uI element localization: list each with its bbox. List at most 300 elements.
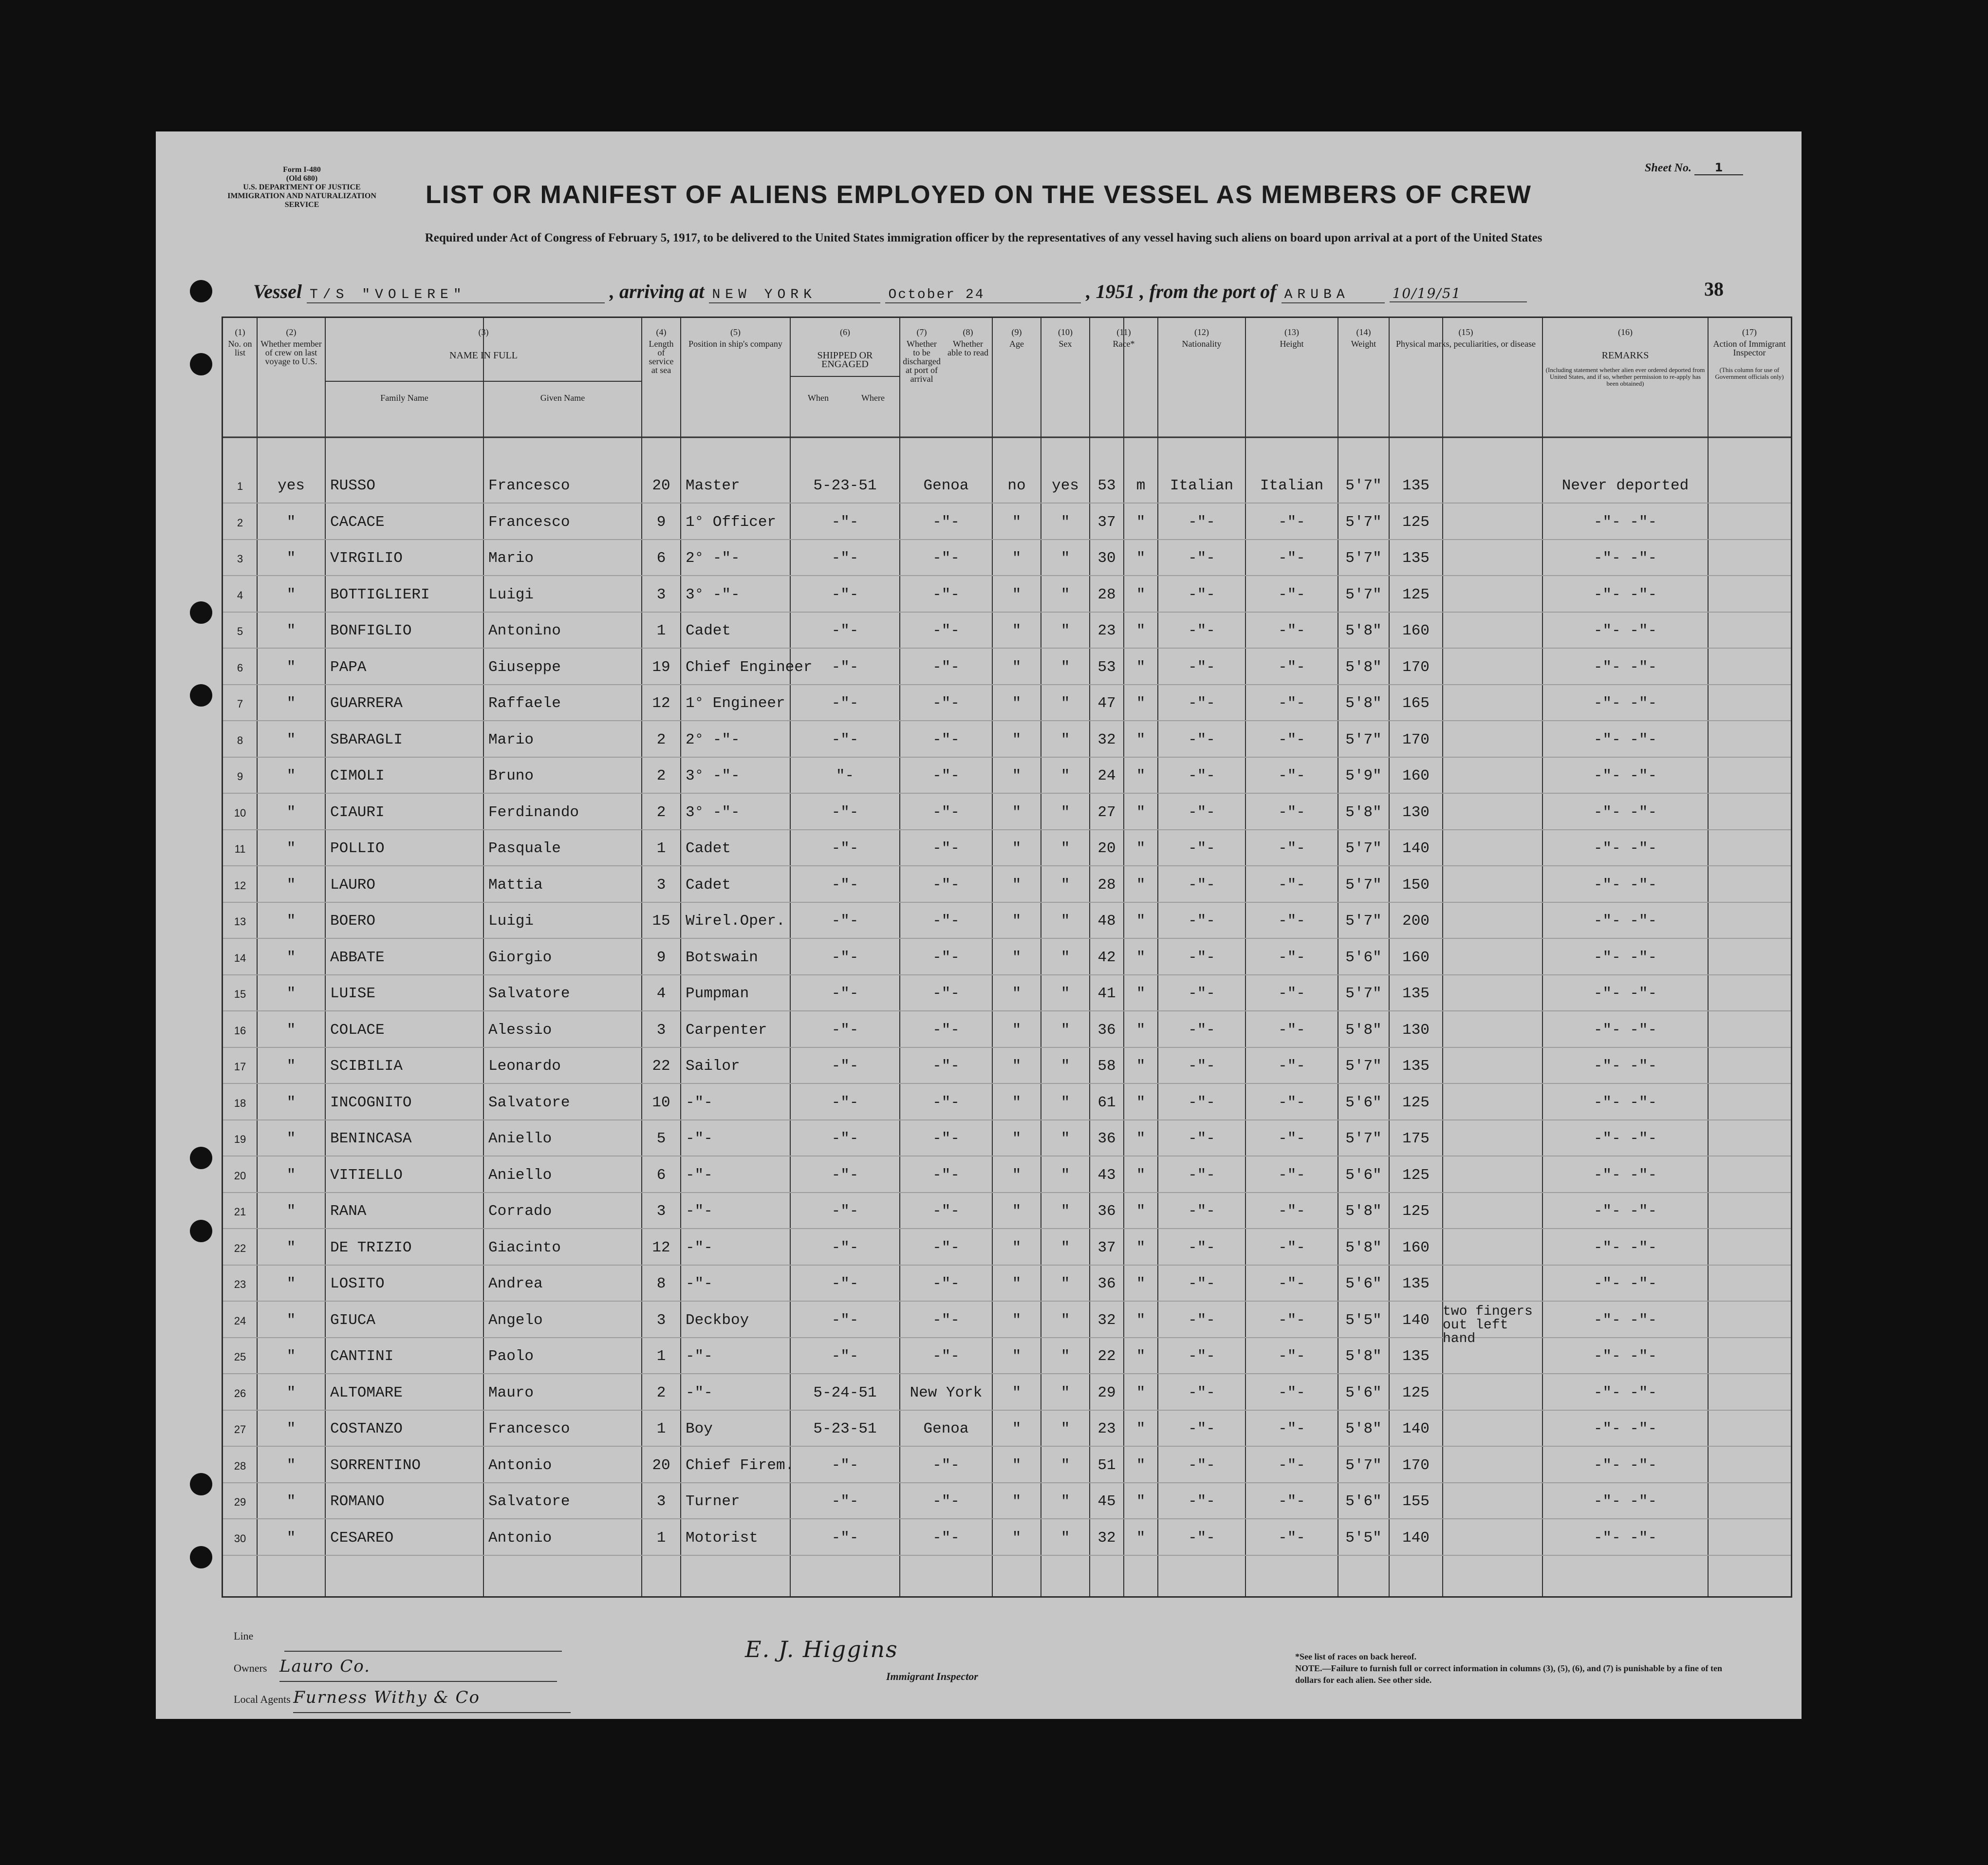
cell-family: CESAREO [330,1529,394,1547]
cell-where: -"- [932,550,960,567]
cell-discharge: no [1007,477,1026,494]
cell-race: -"- [1188,1275,1215,1292]
cell-where: -"- [932,622,960,639]
cell-race: -"- [1188,949,1215,966]
column-label: Where [861,393,885,403]
cell-height: 5'6" [1345,1166,1382,1184]
cell-service: 12 [652,695,670,712]
cell-weight: 160 [1402,1239,1430,1256]
cell-weight: 170 [1402,1456,1430,1474]
cell-nationality: -"- [1278,513,1305,531]
cell-no: 12 [234,879,246,892]
cell-where: -"- [932,1239,960,1256]
cell-height: 5'8" [1345,1203,1382,1220]
cell-where: -"- [932,1456,960,1474]
cell-height: 5'7" [1345,1456,1382,1474]
cell-race: -"- [1188,876,1215,894]
column-label: Action of Immigrant Inspector [1713,339,1786,357]
cell-height: 5'7" [1345,985,1382,1002]
cell-no: 15 [234,988,246,1000]
column-1-header [226,328,254,357]
cell-given: Salvatore [488,985,570,1002]
cell-position: 3° -"- [686,586,740,603]
cell-no: 28 [234,1459,246,1472]
cell-remarks: -"- -"- [1593,695,1657,712]
cell-when: -"- [831,1493,859,1510]
cell-given: Aniello [488,1166,552,1184]
from-port-label: , from the port of [1139,280,1277,302]
column-number: (7) [916,327,927,337]
cell-read: " [1060,1275,1070,1292]
cell-prev: " [286,695,296,712]
punch-hole [190,353,212,375]
cell-position: 3° -"- [686,803,740,821]
cell-sex: " [1136,1130,1146,1147]
cell-sex: " [1136,1348,1146,1365]
cell-age: 32 [1097,1529,1116,1547]
cell-family: VITIELLO [330,1166,403,1184]
table-row [223,1265,1791,1302]
cell-prev: " [286,1203,296,1220]
cell-read: " [1060,1311,1070,1329]
cell-discharge: " [1012,1203,1022,1220]
cell-sex: " [1136,1203,1146,1220]
cell-height: 5'8" [1345,1420,1382,1437]
arriving-label: , arriving at [610,280,705,302]
cell-prev: " [286,985,296,1002]
cell-when: -"- [831,803,859,821]
cell-position: -"- [686,1094,713,1111]
column-label: Age [1009,339,1024,349]
cell-height: 5'7" [1345,586,1382,603]
cell-no: 30 [234,1532,246,1545]
cell-position: 1° Engineer [686,695,785,712]
cell-remarks: -"- -"- [1593,1021,1657,1039]
cell-nationality: -"- [1278,767,1305,784]
cell-age: 22 [1097,1348,1116,1365]
cell-weight: 130 [1402,803,1430,821]
page-number: 38 [1704,278,1724,300]
cell-race: -"- [1188,1529,1215,1547]
cell-family: INCOGNITO [330,1094,412,1111]
cell-service: 15 [652,913,670,930]
cell-sex: " [1136,767,1146,784]
cell-remarks: -"- -"- [1593,731,1657,748]
cell-race: -"- [1188,1058,1215,1075]
cell-family: SBARAGLI [330,731,403,748]
cell-no: 11 [234,843,246,855]
cell-family: BOTTIGLIERI [330,586,430,603]
cell-position: 2° -"- [686,550,740,567]
vessel-line [253,280,1665,303]
cell-family: DE TRIZIO [330,1239,412,1256]
cell-age: 37 [1097,513,1116,531]
cell-weight: 155 [1402,1493,1430,1510]
cell-family: CANTINI [330,1348,394,1365]
cell-height: 5'7" [1345,513,1382,531]
column-label: Given Name [540,393,585,403]
column-number: (3) [478,327,489,337]
cell-race: -"- [1188,586,1215,603]
cell-sex: " [1136,658,1146,676]
cell-prev: " [286,731,296,748]
cell-prev: " [286,1058,296,1075]
cell-where: -"- [932,1203,960,1220]
cell-given: Francesco [488,477,570,494]
cell-discharge: " [1012,1311,1022,1329]
table-row [223,466,1791,504]
table-row [223,866,1791,903]
cell-when: -"- [831,1239,859,1256]
cell-discharge: " [1012,658,1022,676]
cell-service: 4 [656,985,666,1002]
cell-where: -"- [932,1058,960,1075]
column-number: (6) [840,327,850,337]
cell-weight: 175 [1402,1130,1430,1147]
cell-discharge: " [1012,1094,1022,1111]
column-label: Physical marks, peculiarities, or disease [1396,339,1536,349]
cell-prev: " [286,876,296,894]
cell-given: Aniello [488,1130,552,1147]
cell-service: 2 [656,1384,666,1401]
table-row [223,974,1791,1011]
cell-read: " [1060,985,1070,1002]
table-row [223,1301,1791,1346]
cell-given: Leonardo [488,1058,561,1075]
cell-read: " [1060,622,1070,639]
remarks-note-header [1545,367,1705,387]
cell-nationality: -"- [1278,876,1305,894]
cell-where: -"- [932,586,960,603]
punch-hole [190,1546,212,1568]
column-number: (17) [1742,327,1757,337]
cell-family: GUARRERA [330,695,403,712]
cell-remarks: -"- -"- [1593,1529,1657,1547]
cell-when: 5-23-51 [813,1420,877,1437]
cell-service: 2 [656,803,666,821]
cell-when: -"- [831,1275,859,1292]
cell-where: -"- [932,985,960,1002]
cell-prev: " [286,550,296,567]
cell-position: -"- [686,1384,713,1401]
cell-position: -"- [686,1203,713,1220]
cell-service: 1 [656,840,666,857]
cell-age: 32 [1097,1311,1116,1329]
cell-given: Alessio [488,1021,552,1039]
cell-read: " [1060,803,1070,821]
cell-given: Salvatore [488,1094,570,1111]
cell-race: -"- [1188,913,1215,930]
cell-given: Corrado [488,1203,552,1220]
cell-given: Luigi [488,586,534,603]
cell-remarks: -"- -"- [1593,840,1657,857]
cell-where: Genoa [923,1420,969,1437]
table-row [223,1482,1791,1519]
line-field [234,1622,571,1652]
cell-where: -"- [932,913,960,930]
cell-discharge: " [1012,1130,1022,1147]
column-9-header [995,328,1038,348]
cell-remarks: -"- -"- [1593,586,1657,603]
column-3-header [328,328,639,360]
cell-no: 10 [234,806,246,819]
cell-no: 1 [237,480,243,492]
cell-prev: " [286,513,296,531]
cell-remarks: -"- -"- [1593,658,1657,676]
cell-nationality: -"- [1278,1203,1305,1220]
cell-position: Botswain [686,949,758,966]
cell-weight: 140 [1402,1529,1430,1547]
races-note: *See list of races on back hereof. [1295,1652,1417,1661]
cell-weight: 140 [1402,1420,1430,1437]
table-row [223,1156,1791,1193]
cell-sex: " [1136,949,1146,966]
agents-field [234,1683,571,1714]
cell-read: " [1060,767,1070,784]
cell-position: 1° Officer [686,513,777,531]
cell-service: 1 [656,1348,666,1365]
cell-discharge: " [1012,1058,1022,1075]
cell-weight: 135 [1402,1348,1430,1365]
table-row [223,1446,1791,1483]
cell-prev: " [286,1094,296,1111]
punch-hole [190,684,212,707]
owners-value: Lauro Co. [279,1652,557,1682]
cell-read: " [1060,550,1070,567]
cell-nationality: -"- [1278,1239,1305,1256]
cell-position: -"- [686,1239,713,1256]
cell-service: 3 [656,876,666,894]
table-row [223,721,1791,758]
cell-nationality: -"- [1278,731,1305,748]
cell-where: -"- [932,1130,960,1147]
cell-service: 1 [656,1420,666,1437]
table-row [223,1410,1791,1447]
cell-given: Paolo [488,1348,534,1365]
cell-prev: " [286,913,296,930]
cell-race: -"- [1188,550,1215,567]
form-number: Form I-480 [283,166,321,174]
cell-race: -"- [1188,1311,1215,1329]
punch-hole [190,280,212,302]
cell-service: 19 [652,658,670,676]
cell-nationality: -"- [1278,550,1305,567]
cell-height: 5'6" [1345,949,1382,966]
where-header [849,393,897,402]
cell-prev: " [286,1130,296,1147]
cell-remarks: Never deported [1561,477,1689,494]
cell-when: -"- [831,513,859,531]
cell-position: -"- [686,1166,713,1184]
cell-when: -"- [831,876,859,894]
departure-port: ARUBA [1282,287,1385,303]
cell-sex: " [1136,1420,1146,1437]
cell-discharge: " [1012,1529,1022,1547]
column-12-header [1161,328,1243,348]
table-row [223,1119,1791,1156]
cell-read: " [1060,1058,1070,1075]
cell-family: COSTANZO [330,1420,403,1437]
cell-position: 3° -"- [686,767,740,784]
table-row [223,503,1791,540]
cell-when: -"- [831,1021,859,1039]
cell-service: 20 [652,477,670,494]
column-number: (10) [1058,327,1073,337]
cell-nationality: Italian [1260,477,1324,494]
cell-given: Luigi [488,913,534,930]
cell-weight: 135 [1402,985,1430,1002]
cell-family: PAPA [330,658,367,676]
cell-race: -"- [1188,1239,1215,1256]
cell-no: 29 [234,1496,246,1508]
column-8-header [947,328,989,357]
cell-read: " [1060,949,1070,966]
cell-no: 5 [237,625,243,637]
cell-discharge: " [1012,1021,1022,1039]
column-label: SHIPPED OR ENGAGED [817,350,873,370]
penalty-note: NOTE.—Failure to furnish full or correct information in columns (3), (5), (6), and (7) is punishable by a fine of ten dollars for each alien. See other side. [1295,1663,1723,1685]
cell-read: " [1060,1493,1070,1510]
agents-label: Local Agents [234,1693,291,1705]
cell-nationality: -"- [1278,985,1305,1002]
cell-nationality: -"- [1278,1130,1305,1147]
table-row [223,1011,1791,1048]
table-row [223,757,1791,794]
cell-sex: " [1136,1021,1146,1039]
cell-sex: " [1136,1529,1146,1547]
cell-when: -"- [831,840,859,857]
cell-weight: 135 [1402,1275,1430,1292]
cell-discharge: " [1012,622,1022,639]
cell-read: " [1060,1456,1070,1474]
cell-height: 5'7" [1345,1058,1382,1075]
cell-race: -"- [1188,1384,1215,1401]
cell-discharge: " [1012,695,1022,712]
column-number: (9) [1011,327,1022,337]
column-number: (13) [1284,327,1299,337]
footer-fields [234,1622,571,1714]
column-number: (5) [730,327,741,337]
column-label: Position in ship's company [688,339,782,349]
cell-race: -"- [1188,1130,1215,1147]
cell-position: Turner [686,1493,740,1510]
cell-weight: 125 [1402,1384,1430,1401]
cell-service: 3 [656,1493,666,1510]
cell-when: -"- [831,731,859,748]
cell-when: 5-24-51 [813,1384,877,1401]
cell-sex: " [1136,513,1146,531]
cell-where: -"- [932,1348,960,1365]
cell-given: Pasquale [488,840,561,857]
cell-where: -"- [932,949,960,966]
cell-race: -"- [1188,803,1215,821]
cell-remarks: -"- -"- [1593,1130,1657,1147]
cell-service: 1 [656,622,666,639]
column-label: Family Name [380,393,428,403]
cell-where: -"- [932,513,960,531]
cell-height: 5'7" [1345,840,1382,857]
cell-weight: 125 [1402,1094,1430,1111]
cell-sex: " [1136,1166,1146,1184]
cell-where: -"- [932,767,960,784]
cell-prev: " [286,1021,296,1039]
cell-no: 18 [234,1097,246,1109]
column-label: Race* [1113,339,1135,349]
column-number: (11) [1116,327,1131,337]
cell-prev: yes [278,477,305,494]
table-row [223,1337,1791,1374]
cell-given: Giuseppe [488,658,561,676]
cell-discharge: " [1012,1239,1022,1256]
table-row [223,938,1791,975]
table-row [223,1192,1791,1229]
cell-prev: " [286,1493,296,1510]
cell-when: -"- [831,913,859,930]
when-header [793,393,843,402]
cell-family: POLLIO [330,840,385,857]
table-row [223,648,1791,685]
cell-nationality: -"- [1278,949,1305,966]
cell-prev: " [286,586,296,603]
cell-race: -"- [1188,767,1215,784]
cell-where: -"- [932,1166,960,1184]
cell-read: yes [1052,477,1079,494]
action-note-header [1711,367,1788,380]
cell-remarks: -"- -"- [1593,985,1657,1002]
cell-read: " [1060,513,1070,531]
cell-position: Cadet [686,622,731,639]
cell-nationality: -"- [1278,1456,1305,1474]
cell-nationality: -"- [1278,1311,1305,1329]
cell-sex: " [1136,622,1146,639]
cell-discharge: " [1012,731,1022,748]
table-row [223,1519,1791,1556]
cell-family: ROMANO [330,1493,385,1510]
punch-hole [190,601,212,624]
cell-no: 6 [237,661,243,674]
column-label: Length of service at sea [649,339,674,375]
cell-height: 5'8" [1345,803,1382,821]
cell-remarks: -"- -"- [1593,913,1657,930]
cell-where: -"- [932,840,960,857]
cell-remarks: -"- -"- [1593,513,1657,531]
cell-weight: 125 [1402,586,1430,603]
cell-weight: 135 [1402,1058,1430,1075]
column-label: Whether member of crew on last voyage to U.S. [260,339,322,366]
cell-read: " [1060,1203,1070,1220]
column-number: (15) [1458,327,1473,337]
cell-age: 28 [1097,876,1116,894]
table-row [223,1047,1791,1084]
cell-sex: " [1136,1094,1146,1111]
cell-when: -"- [831,1130,859,1147]
cell-sex: " [1136,731,1146,748]
cell-age: 61 [1097,1094,1116,1111]
cell-prev: " [286,658,296,676]
cell-prev: " [286,840,296,857]
cell-sex: " [1136,695,1146,712]
cell-no: 25 [234,1351,246,1363]
column-number: (16) [1618,327,1633,337]
column-label: Whether to be discharged at port of arrival [903,339,941,384]
cell-service: 2 [656,731,666,748]
cell-nationality: -"- [1278,1166,1305,1184]
cell-no: 2 [237,516,243,529]
column-label: Sex [1059,339,1072,349]
cell-position: Cadet [686,840,731,857]
inspector-label: Immigrant Inspector [886,1670,978,1682]
cell-when: -"- [831,1166,859,1184]
